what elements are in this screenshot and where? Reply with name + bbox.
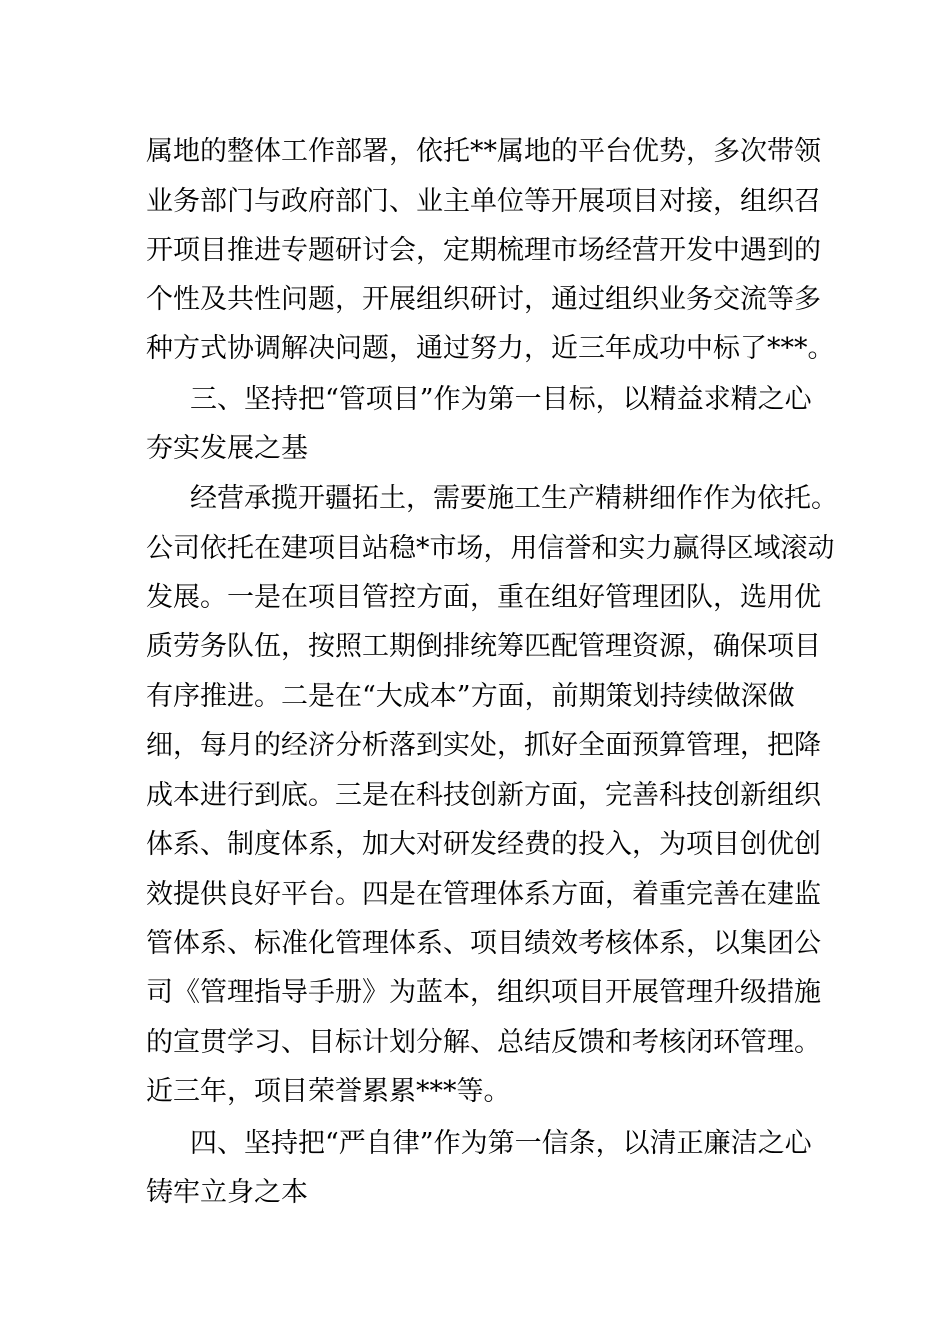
text-line: 效提供良好平台。四是在管理体系方面，着重完善在建监 [146,879,821,910]
section-heading-line: 铸牢立身之本 [146,1177,308,1208]
text-line: 种方式协调解决问题，通过努力，近三年成功中标了***。 [146,333,835,364]
section-heading-line: 三、坚持把“管项目”作为第一目标，以精益求精之心 [190,384,812,415]
text-line: 近三年，项目荣誉累累***等。 [146,1076,511,1107]
text-line: 开项目推进专题研讨会，定期梳理市场经营开发中遇到的 [146,235,821,266]
paragraph-first-line: 经营承揽开疆拓土，需要施工生产精耕细作作为依托。 [190,483,838,514]
section-heading-line: 夯实发展之基 [146,433,308,464]
text-line: 业务部门与政府部门、业主单位等开展项目对接，组织召 [146,186,821,217]
text-line: 的宣贯学习、目标计划分解、总结反馈和考核闭环管理。 [146,1027,821,1058]
text-line: 公司依托在建项目站稳*市场，用信誉和实力赢得区域滚动 [146,533,835,564]
text-line: 体系、制度体系，加大对研发经费的投入，为项目创优创 [146,829,821,860]
text-line: 细，每月的经济分析落到实处，抓好全面预算管理，把降 [146,730,821,761]
text-line: 质劳务队伍，按照工期倒排统筹匹配管理资源，确保项目 [146,631,821,662]
text-line: 成本进行到底。三是在科技创新方面，完善科技创新组织 [146,780,821,811]
text-line: 管体系、标准化管理体系、项目绩效考核体系，以集团公 [146,928,821,959]
text-line: 属地的整体工作部署，依托**属地的平台优势，多次带领 [146,136,821,167]
text-line: 个性及共性问题，开展组织研讨，通过组织业务交流等多 [146,284,821,315]
text-line: 司《管理指导手册》为蓝本，组织项目开展管理升级措施 [146,977,821,1008]
text-line: 有序推进。二是在“大成本”方面，前期策划持续做深做 [146,681,795,712]
section-heading-line: 四、坚持把“严自律”作为第一信条，以清正廉洁之心 [190,1128,812,1159]
text-line: 发展。一是在项目管控方面，重在组好管理团队，选用优 [146,582,821,613]
